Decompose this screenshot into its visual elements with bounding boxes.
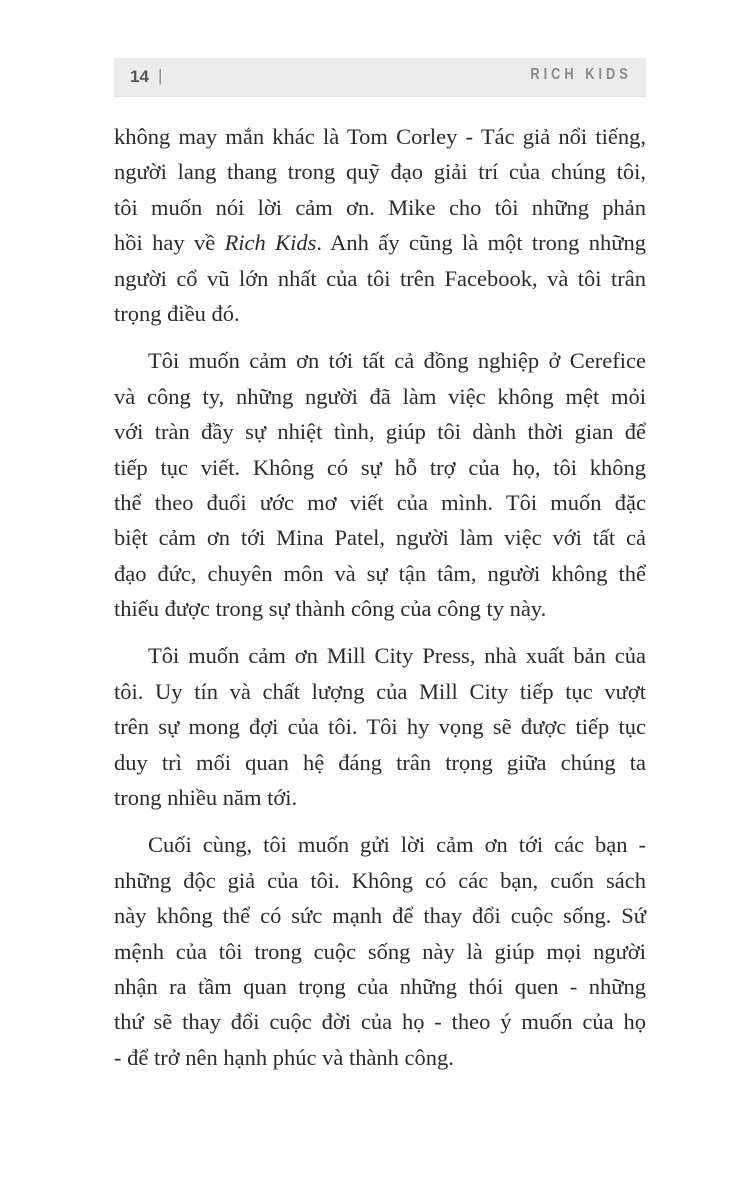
header-separator: | xyxy=(158,66,163,85)
book-title-italic: Rich Kids xyxy=(224,230,317,256)
paragraph-3 xyxy=(114,638,646,815)
page-body xyxy=(114,119,646,1087)
page-number: 14 xyxy=(130,67,149,86)
text-line: Tôi muốn cảm ơn Mill City Press, nhà xuất bản của xyxy=(148,643,646,669)
text-line: trên sự mong đợi của tôi. Tôi hy vọng sẽ được tiếp tục xyxy=(114,714,646,740)
text-line: không may mắn khác là Tom Corley - Tác giả nổi tiếng, xyxy=(114,124,646,149)
text-line: Tôi muốn cảm ơn tới tất cả đồng nghiệp ở Cerefice xyxy=(148,348,646,374)
text-line: biệt cảm ơn tới Mina Patel, người làm việc với tất cả xyxy=(114,525,646,551)
paragraph-1 xyxy=(114,119,646,331)
text-segment: . Anh ấy cũng là một trong những xyxy=(316,230,646,256)
text-line: trong nhiều năm tới. xyxy=(114,785,298,811)
text-line: thứ sẽ thay đổi cuộc đời của họ - theo ý muốn của họ xyxy=(114,1009,646,1035)
paragraph-2 xyxy=(114,343,646,626)
text-line: Cuối cùng, tôi muốn gửi lời cảm ơn tới các bạn - xyxy=(148,832,646,858)
text-line: tôi. Uy tín và chất lượng của Mill City tiếp tục vượt xyxy=(114,678,646,704)
text-line: này không thể có sức mạnh để thay đổi cuộc sống. Sứ xyxy=(114,903,646,929)
running-header xyxy=(114,58,646,97)
text-line: thể theo đuổi ước mơ viết của mình. Tôi muốn đặc xyxy=(114,489,646,515)
text-line: - để trở nên hạnh phúc và thành công. xyxy=(114,1044,454,1070)
text-line: người cổ vũ lớn nhất của tôi trên Facebook, và tôi trân xyxy=(114,265,646,291)
text-line: duy trì mối quan hệ đáng trân trọng giữa chúng ta xyxy=(114,749,646,775)
text-segment: hồi hay về xyxy=(114,230,225,256)
text-line: nhận ra tầm quan trọng của những thói quen - những xyxy=(114,973,646,999)
text-line: với tràn đầy sự nhiệt tình, giúp tôi dành thời gian để xyxy=(114,419,646,445)
text-line: tôi muốn nói lời cảm ơn. Mike cho tôi những phản xyxy=(114,194,646,220)
text-line: những độc giả của tôi. Không có các bạn, cuốn sách xyxy=(114,867,646,893)
text-line xyxy=(114,225,646,260)
text-line: người lang thang trong quỹ đạo giải trí của chúng tôi, xyxy=(114,159,646,185)
text-line: thiếu được trong sự thành công của công ty này. xyxy=(114,596,547,622)
text-line: đạo đức, chuyên môn và sự tận tâm, người không thể xyxy=(114,560,646,586)
book-title: RICH KIDS xyxy=(530,66,632,83)
text-line: tiếp tục viết. Không có sự hỗ trợ của họ, tôi không xyxy=(114,454,646,480)
text-line: mệnh của tôi trong cuộc sống này là giúp mọi người xyxy=(114,938,646,964)
paragraph-4 xyxy=(114,827,646,1075)
text-line: và công ty, những người đã làm việc không mệt mỏi xyxy=(114,383,646,409)
text-line: trọng điều đó. xyxy=(114,300,240,326)
